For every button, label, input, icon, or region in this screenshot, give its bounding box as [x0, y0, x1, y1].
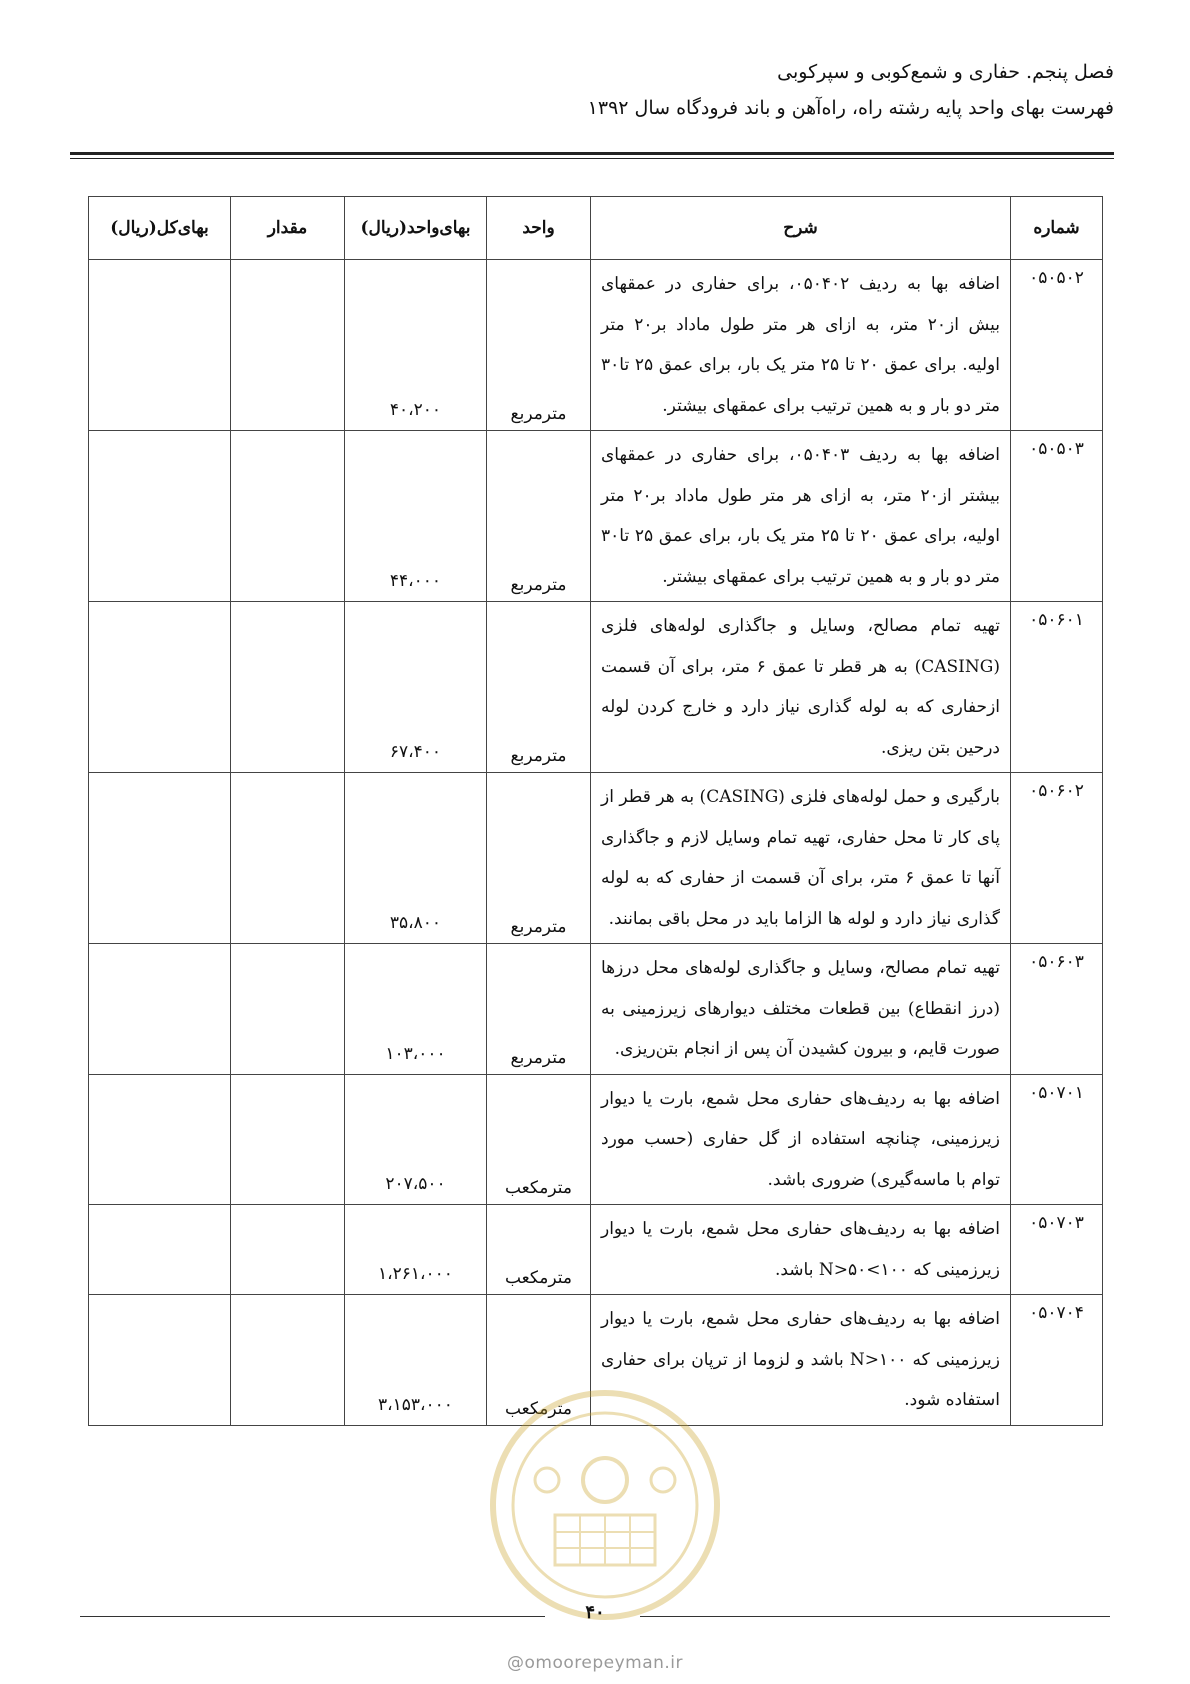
item-number: ۰۵۰۷۰۱: [1011, 1074, 1103, 1205]
item-quantity: [231, 602, 345, 773]
item-quantity: [231, 944, 345, 1075]
header-rule-thick: [70, 152, 1114, 155]
item-unit: مترمربع: [487, 944, 591, 1075]
table-row: [89, 602, 1103, 773]
column-header-description: شرح: [591, 197, 1011, 260]
item-unit: مترمربع: [487, 260, 591, 431]
item-total: [89, 1074, 231, 1205]
column-header-quantity: مقدار: [231, 197, 345, 260]
item-total: [89, 1295, 231, 1426]
item-number: ۰۵۰۷۰۳: [1011, 1205, 1103, 1295]
table-row: [89, 1205, 1103, 1295]
item-description: تهیه تمام مصالح، وسایل و جاگذاری لوله‌های فلزی (CASING) به هر قطر تا عمق ۶ متر، برای آن قسمت ازحفاری که به لوله گذاری نیاز دارد و خارج کردن لوله درحین بتن ریزی.: [591, 602, 1011, 773]
item-total: [89, 602, 231, 773]
item-unit-price: ۲۰۷،۵۰۰: [345, 1074, 487, 1205]
item-number: ۰۵۰۶۰۲: [1011, 773, 1103, 944]
item-quantity: [231, 773, 345, 944]
document-subtitle: فهرست بهای واحد پایه رشته راه، راه‌آهن و باند فرودگاه سال ۱۳۹۲: [587, 97, 1114, 119]
column-header-unit: واحد: [487, 197, 591, 260]
price-table: [88, 196, 1103, 1426]
table-row: [89, 944, 1103, 1075]
item-unit: مترمربع: [487, 773, 591, 944]
item-total: [89, 260, 231, 431]
item-description: تهیه تمام مصالح، وسایل و جاگذاری لوله‌های محل درزها (درز انقطاع) بین قطعات مختلف دیوارهای زیرزمینی به صورت قایم، و بیرون کشیدن آن پس از انجام بتن‌ریزی.: [591, 944, 1011, 1075]
column-header-unit-price: بهای‌واحد(ریال): [345, 197, 487, 260]
table-header-row: [89, 197, 1103, 260]
item-description: اضافه بها به ردیف ۰۵۰۴۰۲، برای حفاری در عمقهای بیش از۲۰ متر، به ازای هر متر طول ماداد بر۲۰ متر اولیه. برای عمق ۲۰ تا ۲۵ متر یک بار، برای عمق ۲۵ تا۳۰ متر دو بار و به همین ترتیب برای عمقهای بیشتر.: [591, 260, 1011, 431]
item-number: ۰۵۰۵۰۳: [1011, 431, 1103, 602]
item-quantity: [231, 1205, 345, 1295]
item-description: اضافه بها به ردیف‌های حفاری محل شمع، بارت یا دیوار زیرزمینی که ۱۰۰>N>۵۰ باشد.: [591, 1205, 1011, 1295]
page-header: [74, 58, 1114, 122]
item-quantity: [231, 1074, 345, 1205]
chapter-title: فصل پنجم. حفاری و شمع‌کوبی و سپرکوبی: [777, 61, 1114, 83]
website-watermark: @omoorepeyman.ir: [506, 1653, 684, 1673]
item-total: [89, 431, 231, 602]
item-unit: مترمکعب: [487, 1074, 591, 1205]
item-quantity: [231, 431, 345, 602]
item-number: ۰۵۰۷۰۴: [1011, 1295, 1103, 1426]
column-header-number: شماره: [1011, 197, 1103, 260]
table-row: [89, 773, 1103, 944]
footer-rule-left: [80, 1616, 545, 1617]
item-quantity: [231, 260, 345, 431]
table-row: [89, 431, 1103, 602]
item-unit-price: ۳۵،۸۰۰: [345, 773, 487, 944]
item-unit-price: ۱۰۳،۰۰۰: [345, 944, 487, 1075]
table-row: [89, 260, 1103, 431]
column-header-total: بهای‌کل(ریال): [89, 197, 231, 260]
item-unit: مترمربع: [487, 602, 591, 773]
item-total: [89, 773, 231, 944]
page-number: ۴۰: [585, 1602, 605, 1623]
item-unit: مترمربع: [487, 431, 591, 602]
item-description: اضافه بها به ردیف ۰۵۰۴۰۳، برای حفاری در عمقهای بیشتر از۲۰ متر، به ازای هر متر طول ماداد بر۲۰ متر اولیه، برای عمق ۲۰ تا ۲۵ متر یک بار، برای عمق ۲۵ تا۳۰ متر دو بار و به همین ترتیب برای عمقهای بیشتر.: [591, 431, 1011, 602]
item-unit-price: ۳،۱۵۳،۰۰۰: [345, 1295, 487, 1426]
item-unit: مترمکعب: [487, 1205, 591, 1295]
item-unit: مترمکعب: [487, 1295, 591, 1426]
item-number: ۰۵۰۶۰۳: [1011, 944, 1103, 1075]
item-total: [89, 1205, 231, 1295]
item-unit-price: ۶۷،۴۰۰: [345, 602, 487, 773]
item-unit-price: ۴۰،۲۰۰: [345, 260, 487, 431]
item-total: [89, 944, 231, 1075]
item-number: ۰۵۰۶۰۱: [1011, 602, 1103, 773]
table-row: [89, 1074, 1103, 1205]
item-unit-price: ۴۴،۰۰۰: [345, 431, 487, 602]
item-description: اضافه بها به ردیف‌های حفاری محل شمع، بارت یا دیوار زیرزمینی که ۱۰۰<N باشد و لزوما از ترپان برای حفاری استفاده شود.: [591, 1295, 1011, 1426]
item-quantity: [231, 1295, 345, 1426]
item-number: ۰۵۰۵۰۲: [1011, 260, 1103, 431]
footer-rule-right: [640, 1616, 1110, 1617]
item-unit-price: ۱،۲۶۱،۰۰۰: [345, 1205, 487, 1295]
item-description: بارگیری و حمل لوله‌های فلزی (CASING) به هر قطر از پای کار تا محل حفاری، تهیه تمام وسایل لازم و جاگذاری آنها تا عمق ۶ متر، برای آن قسمت از حفاری که به لوله گذاری نیاز دارد و لوله ها الزاما باید در محل باقی بمانند.: [591, 773, 1011, 944]
item-description: اضافه بها به ردیف‌های حفاری محل شمع، بارت یا دیوار زیرزمینی، چنانچه استفاده از گل حفاری (حسب مورد توام با ماسه‌گیری) ضروری باشد.: [591, 1074, 1011, 1205]
table-row: [89, 1295, 1103, 1426]
header-rule-thin: [70, 158, 1114, 159]
